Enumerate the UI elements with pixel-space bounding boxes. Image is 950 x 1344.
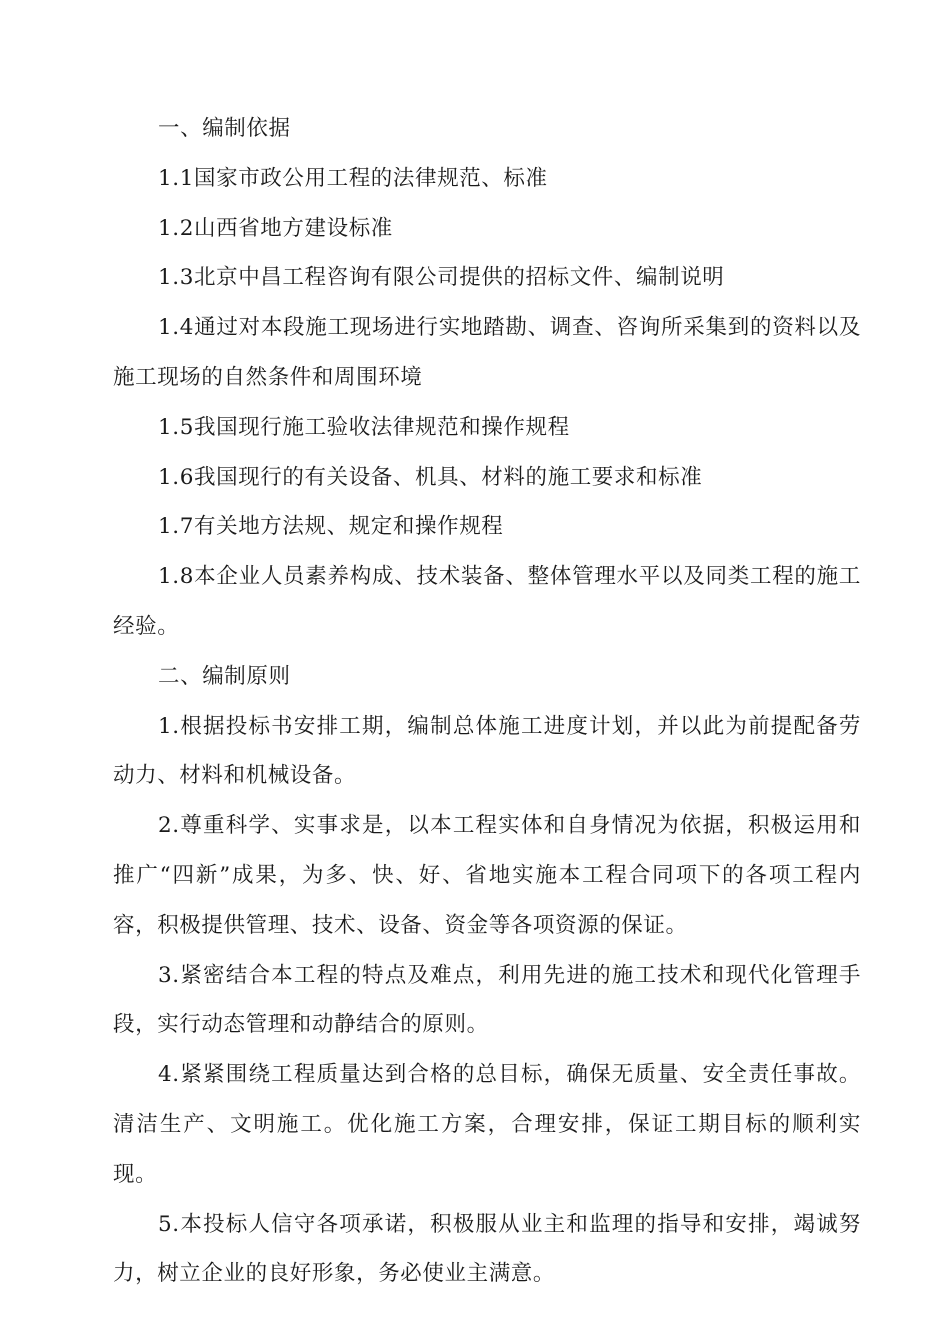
basis-item-1-2: 1.2山西省地方建设标准 bbox=[158, 215, 393, 241]
document-body bbox=[113, 104, 861, 1299]
section-heading-principles: 二、编制原则 bbox=[158, 663, 291, 689]
principle-item-3: 3.紧密结合本工程的特点及难点，利用先进的施工技术和现代化管理手段，实行动态管理和动静结合的原则。 bbox=[113, 962, 861, 1038]
principle-item-5: 5.本投标人信守各项承诺，积极服从业主和监理的指导和安排，竭诚努力，树立企业的良好形象，务必使业主满意。 bbox=[113, 1211, 861, 1287]
basis-item-1-3: 1.3北京中昌工程咨询有限公司提供的招标文件、编制说明 bbox=[158, 265, 725, 291]
basis-item-1-8: 1.8本企业人员素养构成、技术装备、整体管理水平以及同类工程的施工经验。 bbox=[113, 564, 861, 639]
basis-item-1-7: 1.7有关地方法规、规定和操作规程 bbox=[158, 514, 504, 540]
basis-item-1-1: 1.1国家市政公用工程的法律规范、标准 bbox=[158, 165, 548, 191]
principle-item-2: 2.尊重科学、实事求是，以本工程实体和自身情况为依据，积极运用和推广“四新”成果，为多、快、好、省地实施本工程合同项下的各项工程内容，积极提供管理、技术、设备、资金等各项资源的保证。 bbox=[113, 813, 861, 938]
basis-item-1-4: 1.4通过对本段施工现场进行实地踏勘、调查、咨询所采集到的资料以及施工现场的自然条件和周围环境 bbox=[113, 315, 861, 390]
basis-item-1-5: 1.5我国现行施工验收法律规范和操作规程 bbox=[158, 414, 570, 440]
principle-item-1: 1.根据投标书安排工期，编制总体施工进度计划，并以此为前提配备劳动力、材料和机械设备。 bbox=[113, 713, 861, 789]
section-heading-basis: 一、编制依据 bbox=[158, 116, 291, 141]
principle-item-4: 4.紧紧围绕工程质量达到合格的总目标，确保无质量、安全责任事故。清洁生产、文明施工。优化施工方案，合理安排，保证工期目标的顺利实现。 bbox=[113, 1062, 861, 1187]
basis-item-1-6: 1.6我国现行的有关设备、机具、材料的施工要求和标准 bbox=[158, 464, 703, 490]
